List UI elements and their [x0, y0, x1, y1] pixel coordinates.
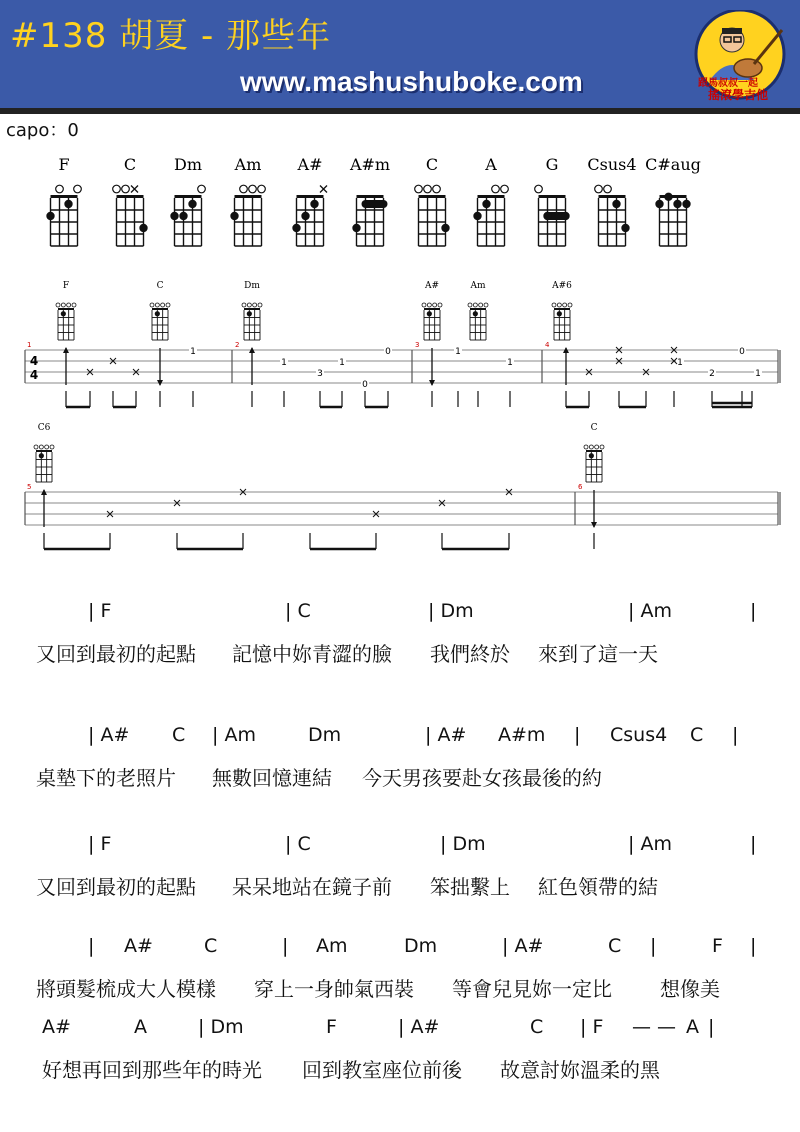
finger-dot [352, 224, 360, 232]
small-chord-diagram [584, 423, 604, 482]
chord-label: | [750, 935, 757, 957]
small-chord-diagram [422, 281, 442, 340]
page-title: #138 胡夏 - 那些年 [10, 16, 332, 56]
chord-label: | [708, 1016, 715, 1038]
finger-dot [543, 212, 551, 220]
fret-number: 1 [755, 369, 761, 379]
nut [599, 195, 626, 198]
finger-dot [682, 200, 690, 208]
finger-dot [64, 200, 72, 208]
chord-label: Dm [404, 935, 438, 957]
open-string-marker [468, 303, 472, 307]
chord-name: C#aug [645, 155, 701, 174]
chord-diagram [415, 155, 450, 246]
muted-string-marker [320, 186, 327, 193]
open-string-marker [584, 445, 588, 449]
open-string-marker [122, 185, 130, 193]
measure-number: 5 [27, 483, 32, 491]
finger-dot [673, 200, 681, 208]
small-chord-diagram [242, 281, 262, 340]
fret-number: 1 [677, 358, 683, 368]
chord-name: Dm [174, 155, 202, 174]
measure-number: 2 [235, 341, 240, 349]
chord-label: A [134, 1016, 147, 1038]
chord-diagram [587, 155, 636, 246]
open-string-marker [155, 303, 159, 307]
open-string-marker [473, 303, 477, 307]
chord-name: C [123, 155, 137, 174]
finger-dot [247, 311, 252, 316]
chord-label: A# [42, 1016, 71, 1038]
nut [117, 195, 144, 198]
svg-text:搖滾學吉他: 搖滾學吉他 [708, 88, 769, 102]
chord-label: | Dm [198, 1016, 244, 1038]
nut [152, 308, 168, 310]
open-string-marker [258, 185, 266, 193]
open-string-marker [56, 185, 64, 193]
chord-label: C [608, 935, 622, 957]
small-chord-name: Dm [244, 281, 260, 291]
barre-dot [362, 200, 388, 208]
open-string-marker [113, 185, 121, 193]
lyric-phrase: 等會兒見妳一定比 [452, 977, 612, 1001]
chord-name: A [485, 155, 497, 174]
lyric-phrase: 笨拙繫上 [430, 875, 510, 899]
open-string-marker [240, 185, 248, 193]
open-string-marker [563, 303, 567, 307]
open-string-marker [166, 303, 170, 307]
chord-diagram [535, 155, 570, 246]
small-chord-name: C [156, 281, 164, 291]
finger-dot [441, 224, 449, 232]
open-string-marker [484, 303, 488, 307]
nut [424, 308, 440, 310]
measure-number: 4 [545, 341, 550, 349]
chord-name: A#m [349, 155, 391, 174]
nut [244, 308, 260, 310]
finger-dot [427, 311, 432, 316]
fret-number: 1 [281, 358, 287, 368]
small-chord-name: C [590, 423, 598, 433]
chord-label: | C [285, 833, 311, 855]
small-chord-name: F [62, 281, 70, 291]
chord-label: C [204, 935, 218, 957]
open-string-marker [61, 303, 65, 307]
open-string-marker [247, 303, 251, 307]
chord-label: | F [580, 1016, 604, 1038]
chord-diagram [230, 155, 265, 246]
finger-dot [621, 224, 629, 232]
fret-number: 1 [190, 347, 196, 357]
fret-number: 0 [362, 380, 368, 390]
muted-string-marker [131, 186, 138, 193]
lyric-phrase: 今天男孩要赴女孩最後的約 [362, 766, 602, 790]
open-string-marker [67, 303, 71, 307]
finger-dot [589, 453, 594, 458]
open-string-marker [600, 445, 604, 449]
time-signature-top: 4 [29, 354, 39, 368]
nut [36, 450, 52, 452]
open-string-marker [427, 303, 431, 307]
chord-label: A# [124, 935, 153, 957]
finger-dot [61, 311, 66, 316]
chord-name: F [58, 155, 70, 174]
small-chord-name: A# [424, 281, 440, 291]
nut [554, 308, 570, 310]
open-string-marker [501, 185, 509, 193]
chord-diagram [46, 155, 81, 246]
nut [470, 308, 486, 310]
chord-label: — — [632, 1016, 677, 1038]
nut [478, 195, 505, 198]
finger-dot [482, 200, 490, 208]
chord-label: | A# [398, 1016, 440, 1038]
chord-name: Am [234, 155, 262, 174]
open-string-marker [492, 185, 500, 193]
chord-diagram [170, 155, 205, 246]
chord-label: A [686, 1016, 699, 1038]
finger-dot [561, 212, 569, 220]
open-string-marker [198, 185, 206, 193]
lyric-phrase: 穿上一身帥氣西裝 [254, 977, 414, 1001]
chord-label: | [650, 935, 657, 957]
chord-name: C [425, 155, 439, 174]
nut [58, 308, 74, 310]
open-string-marker [589, 445, 593, 449]
open-string-marker [604, 185, 612, 193]
measure-number: 6 [578, 483, 583, 491]
chord-label: F [326, 1016, 337, 1038]
small-chord-name: Am [470, 281, 486, 291]
finger-dot [46, 212, 54, 220]
nut [357, 195, 384, 198]
nut [660, 195, 687, 198]
fret-number: 1 [455, 347, 461, 357]
open-string-marker [72, 303, 76, 307]
chord-label: | [282, 935, 289, 957]
chord-name: G [545, 155, 559, 174]
chord-label: Am [316, 935, 348, 957]
open-string-marker [39, 445, 43, 449]
open-string-marker [50, 445, 54, 449]
lyric-phrase: 呆呆地站在鏡子前 [232, 875, 392, 899]
chord-label: F [712, 935, 723, 957]
chord-diagram [292, 155, 327, 246]
lyric-phrase: 來到了這一天 [538, 642, 658, 666]
lyric-phrase: 將頭髮梳成大人模樣 [36, 977, 216, 1001]
lyric-phrase: 記憶中妳青澀的臉 [232, 642, 392, 666]
header-banner [0, 0, 800, 108]
measure-number: 1 [27, 341, 32, 349]
fret-number: 2 [709, 369, 715, 379]
chord-label: | C [285, 600, 311, 622]
small-chord-diagram [468, 281, 488, 340]
chord-label: Dm [308, 724, 342, 746]
site-url[interactable]: www.mashushuboke.com [240, 66, 583, 97]
nut [175, 195, 202, 198]
fret-number: 1 [507, 358, 513, 368]
open-string-marker [557, 303, 561, 307]
finger-dot [155, 311, 160, 316]
open-string-marker [150, 303, 154, 307]
nut [586, 450, 602, 452]
open-string-marker [535, 185, 543, 193]
finger-dot [179, 212, 187, 220]
chord-label: | A# [88, 724, 130, 746]
open-string-marker [258, 303, 262, 307]
open-string-marker [56, 303, 60, 307]
open-string-marker [479, 303, 483, 307]
fret-number: 0 [385, 347, 391, 357]
lyric-phrase: 又回到最初的起點 [36, 642, 196, 666]
chord-label: C [690, 724, 704, 746]
time-signature-bottom: 4 [29, 368, 39, 382]
chord-label: | A# [502, 935, 544, 957]
chord-diagram [349, 155, 390, 246]
chord-label: | Dm [440, 833, 486, 855]
nut [51, 195, 78, 198]
fret-number: 0 [739, 347, 745, 357]
small-chord-diagram [56, 281, 76, 340]
logo [690, 10, 790, 102]
open-string-marker [552, 303, 556, 307]
chord-label: | [732, 724, 739, 746]
lyric-phrase: 紅色領帶的結 [538, 875, 658, 899]
lyric-phrase: 桌墊下的老照片 [36, 766, 176, 790]
finger-dot [612, 200, 620, 208]
chord-label: A#m [498, 724, 546, 746]
open-string-marker [438, 303, 442, 307]
chord-label: C [172, 724, 186, 746]
chord-chart [0, 152, 800, 257]
chord-label: | F [88, 600, 112, 622]
finger-dot [301, 212, 309, 220]
chord-name: Csus4 [587, 155, 637, 174]
chord-label: | [750, 600, 757, 622]
open-string-marker [424, 185, 432, 193]
chord-label: | [574, 724, 581, 746]
lyric-phrase: 故意討妳溫柔的黑 [500, 1058, 660, 1082]
finger-dot [655, 200, 663, 208]
nut [539, 195, 566, 198]
small-chord-diagram [551, 281, 572, 340]
open-string-marker [242, 303, 246, 307]
open-string-marker [595, 445, 599, 449]
tab-row-2 [0, 420, 800, 555]
nut [235, 195, 262, 198]
fret-number: 3 [317, 369, 323, 379]
open-string-marker [249, 185, 257, 193]
svg-text:跟馬叔叔一起: 跟馬叔叔一起 [698, 78, 758, 89]
chord-label: | F [88, 833, 112, 855]
chord-label: | [750, 833, 757, 855]
chord-label: | [88, 935, 95, 957]
finger-dot [473, 212, 481, 220]
chord-label: Csus4 [610, 724, 668, 746]
fret-number: 1 [339, 358, 345, 368]
tab-row-1 [0, 278, 800, 418]
finger-dot [39, 453, 44, 458]
finger-dot [310, 200, 318, 208]
lyric-phrase: 想像美 [660, 977, 720, 1001]
small-chord-diagram [150, 281, 170, 340]
lyric-phrase: 回到教室座位前後 [302, 1058, 462, 1082]
open-string-marker [34, 445, 38, 449]
chord-label: C [530, 1016, 544, 1038]
chord-name: A# [297, 155, 323, 174]
finger-dot [292, 224, 300, 232]
chord-label: | Am [628, 833, 672, 855]
header-divider [0, 108, 800, 114]
finger-dot [139, 224, 147, 232]
chord-diagram [645, 155, 701, 246]
open-string-marker [74, 185, 82, 193]
lyric-phrase: 我們終於 [430, 642, 510, 666]
chord-label: | A# [425, 724, 467, 746]
finger-dot [557, 311, 562, 316]
open-string-marker [45, 445, 49, 449]
capo-label: capo：0 [6, 120, 79, 141]
chord-label: | Am [628, 600, 672, 622]
chord-label: | Am [212, 724, 256, 746]
chord-diagram [113, 155, 148, 246]
finger-dot [188, 200, 196, 208]
chord-label: | Dm [428, 600, 474, 622]
open-string-marker [415, 185, 423, 193]
small-chord-name: A#6 [552, 281, 572, 291]
open-string-marker [422, 303, 426, 307]
nut [419, 195, 446, 198]
small-chord-name: C6 [37, 423, 51, 433]
nut [297, 195, 324, 198]
open-string-marker [595, 185, 603, 193]
open-string-marker [433, 303, 437, 307]
lyric-phrase: 好想再回到那些年的時光 [42, 1058, 262, 1082]
finger-dot [170, 212, 178, 220]
small-chord-diagram [34, 423, 54, 482]
lyric-phrase: 無數回憶連結 [212, 766, 332, 790]
open-string-marker [568, 303, 572, 307]
lyric-phrase: 又回到最初的起點 [36, 875, 196, 899]
measure-number: 3 [415, 341, 420, 349]
open-string-marker [253, 303, 257, 307]
finger-dot [473, 311, 478, 316]
finger-dot [230, 212, 238, 220]
open-string-marker [161, 303, 165, 307]
finger-dot [664, 193, 672, 201]
open-string-marker [433, 185, 441, 193]
chord-diagram [473, 155, 508, 246]
